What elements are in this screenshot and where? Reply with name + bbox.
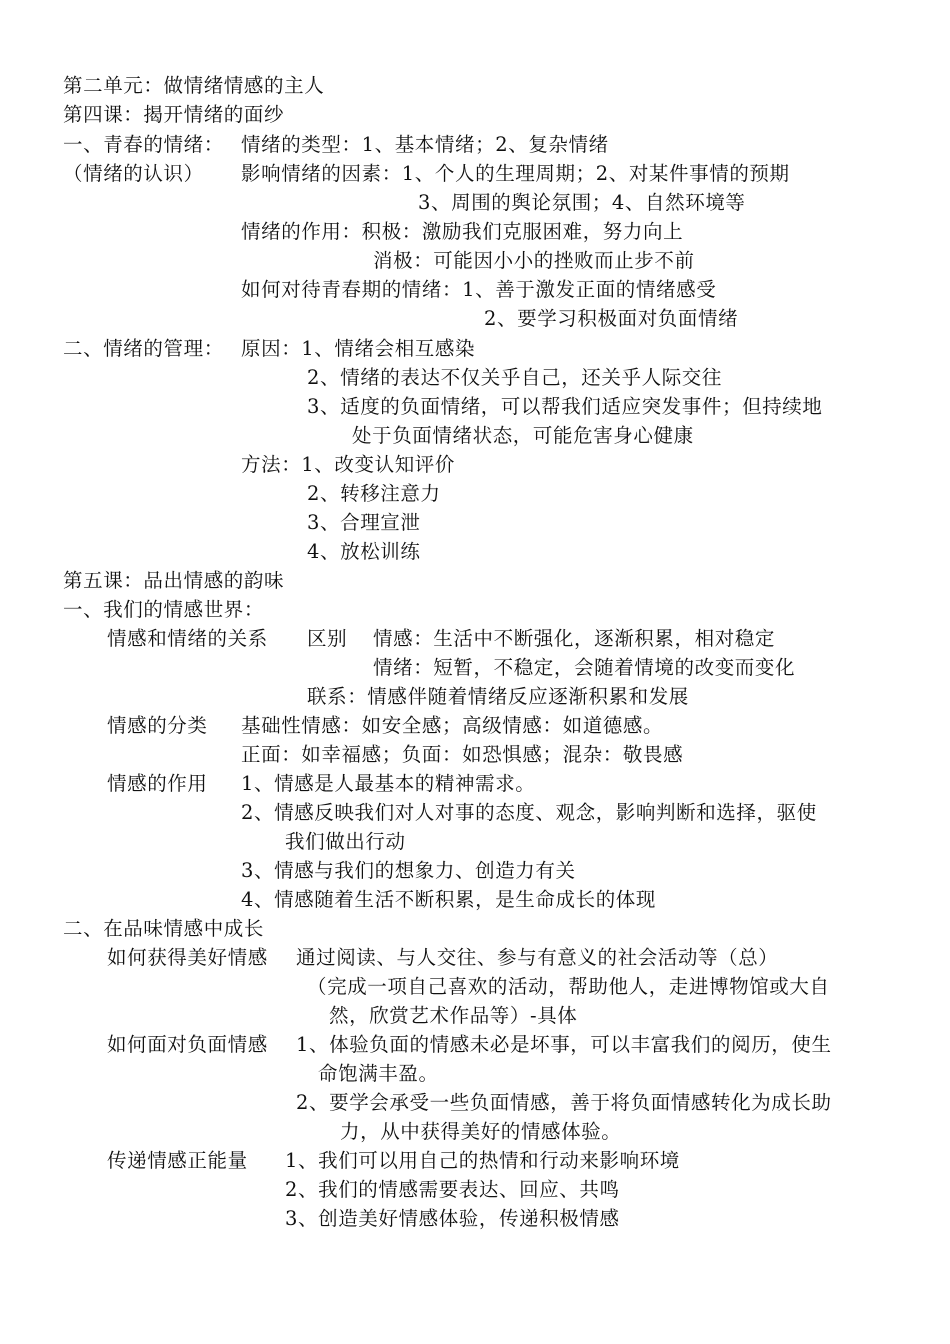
difference-feeling: 情感：生活中不断强化，逐渐积累，相对稳定: [373, 627, 776, 650]
difference-label: 区别: [307, 627, 348, 650]
difference-mood: 情绪：短暂，不稳定，会随着情境的改变而变化: [373, 656, 796, 679]
management-method-3: 3、合理宣泄: [307, 511, 421, 534]
pass-label: 传递情感正能量: [107, 1149, 248, 1172]
effect-label: 情感的作用: [107, 772, 208, 795]
emotion-factors-line2: 3、周围的舆论氛围；4、自然环境等: [418, 191, 746, 214]
management-reason-3a: 3、适度的负面情绪，可以帮我们适应突发事件；但持续地: [307, 395, 823, 418]
gain-line1: 通过阅读、与人交往、参与有意义的社会活动等（总）: [296, 946, 779, 969]
management-method-2: 2、转移注意力: [307, 482, 441, 505]
classification-line1: 基础性情感：如安全感；高级情感：如道德感。: [241, 714, 664, 737]
lesson5-section1-heading: 一、我们的情感世界：: [63, 598, 265, 621]
negative-2b: 力，从中获得美好的情感体验。: [340, 1120, 622, 1143]
negative-label: 如何面对负面情感: [107, 1033, 268, 1056]
pass-3: 3、创造美好情感体验，传递积极情感: [285, 1207, 620, 1230]
emotion-factors-line1: 影响情绪的因素：1、个人的生理周期；2、对某件事情的预期: [241, 162, 790, 185]
emotion-types: 情绪的类型：1、基本情绪；2、复杂情绪: [241, 133, 609, 156]
emotion-treat-line1: 如何对待青春期的情绪：1、善于激发正面的情绪感受: [241, 278, 717, 301]
effect-1: 1、情感是人最基本的精神需求。: [241, 772, 536, 795]
pass-2: 2、我们的情感需要表达、回应、共鸣: [285, 1178, 620, 1201]
lesson5-title: 第五课：品出情感的韵味: [63, 569, 285, 592]
pass-1: 1、我们可以用自己的热情和行动来影响环境: [285, 1149, 680, 1172]
negative-1b: 命饱满丰盈。: [318, 1062, 439, 1085]
lesson4-section1-subheading: （情绪的认识）: [63, 162, 204, 185]
relation-label: 情感和情绪的关系: [107, 627, 268, 650]
effect-4: 4、情感随着生活不断积累，是生命成长的体现: [241, 888, 657, 911]
lesson4-section1-heading: 一、青春的情绪：: [63, 133, 224, 156]
unit-title: 第二单元：做情绪情感的主人: [63, 74, 325, 97]
emotion-treat-line2: 2、要学习积极面对负面情绪: [484, 307, 739, 330]
emotion-role-negative: 消极：可能因小小的挫败而止步不前: [373, 249, 695, 272]
emotion-role-positive: 情绪的作用：积极：激励我们克服困难，努力向上: [241, 220, 684, 243]
classification-line2: 正面：如幸福感；负面：如恐惧感；混杂：敬畏感: [241, 743, 684, 766]
gain-line2: （完成一项自己喜欢的活动，帮助他人，走进博物馆或大自: [307, 975, 830, 998]
relation-link: 联系：情感伴随着情绪反应逐渐积累和发展: [307, 685, 689, 708]
negative-1a: 1、体验负面的情感未必是坏事，可以丰富我们的阅历，使生: [296, 1033, 832, 1056]
gain-label: 如何获得美好情感: [107, 946, 268, 969]
effect-2a: 2、情感反映我们对人对事的态度、观念，影响判断和选择，驱使: [241, 801, 817, 824]
lesson4-section2-heading: 二、情绪的管理：: [63, 337, 224, 360]
effect-3: 3、情感与我们的想象力、创造力有关: [241, 859, 576, 882]
management-method-4: 4、放松训练: [307, 540, 421, 563]
management-reason-2: 2、情绪的表达不仅关乎自己，还关乎人际交往: [307, 366, 723, 389]
gain-line3: 然，欣赏艺术作品等）-具体: [329, 1004, 578, 1027]
negative-2a: 2、要学会承受一些负面情感，善于将负面情感转化为成长助: [296, 1091, 832, 1114]
management-reason-1: 原因：1、情绪会相互感染: [241, 337, 476, 360]
management-method-1: 方法：1、改变认知评价: [241, 453, 456, 476]
lesson4-title: 第四课：揭开情绪的面纱: [63, 103, 285, 126]
management-reason-3b: 处于负面情绪状态，可能危害身心健康: [352, 424, 694, 447]
classification-label: 情感的分类: [107, 714, 208, 737]
lesson5-section2-heading: 二、在品味情感中成长: [63, 917, 265, 940]
effect-2b: 我们做出行动: [285, 830, 406, 853]
